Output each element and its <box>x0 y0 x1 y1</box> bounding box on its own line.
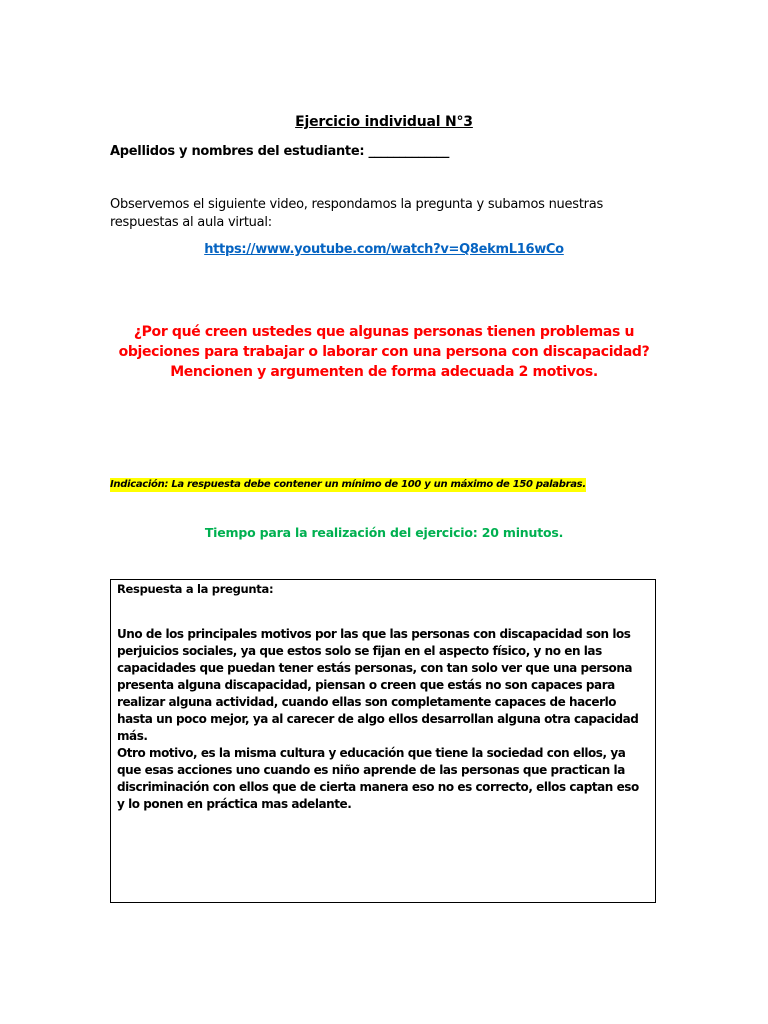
intro-text: Observemos el siguiente video, respondamos la pregunta y subamos nuestras respuestas al aula virtual: <box>110 197 604 230</box>
answer-text <box>117 626 649 813</box>
student-name-line: Apellidos y nombres del estudiante: _____________ <box>110 144 450 159</box>
answer-paragraph-1: Uno de los principales motivos por las que las personas con discapacidad son los perjuicios sociales, ya que estos solo se fijan en el aspecto físico, y no en las capacidades que puedan tener estás personas, con tan solo ver que una persona presenta alguna discapacidad, piensan o creen que estás no son capaces para realizar alguna actividad, cuando ellas son completamente capaces de hacerlo hasta un poco mejor, ya al carecer de algo ellos desarrollan alguna otra capacidad más. <box>117 627 639 743</box>
answer-box <box>110 579 656 903</box>
time-limit-text: Tiempo para la realización del ejercicio: 20 minutos. <box>204 525 564 540</box>
answer-label: Respuesta a la pregunta: <box>117 582 274 596</box>
document-title: Ejercicio individual N°3 <box>295 114 473 130</box>
video-link[interactable]: https://www.youtube.com/watch?v=Q8ekmL16wCo <box>204 242 564 257</box>
question-text: ¿Por qué creen ustedes que algunas personas tienen problemas u objeciones para trabajar o laborar con una persona con discapacidad? Mencionen y argumenten de forma adecuada 2 motivos. <box>118 324 650 380</box>
answer-paragraph-2: Otro motivo, es la misma cultura y educación que tiene la sociedad con ellos, ya que esas acciones uno cuando es niño aprende de las personas que practican la discriminación con ellos que de cierta manera eso no es correcto, ellos captan eso y lo ponen en práctica mas adelante. <box>117 746 639 811</box>
indication-note: Indicación: La respuesta debe contener un mínimo de 100 y un máximo de 150 palabras. <box>110 479 586 490</box>
